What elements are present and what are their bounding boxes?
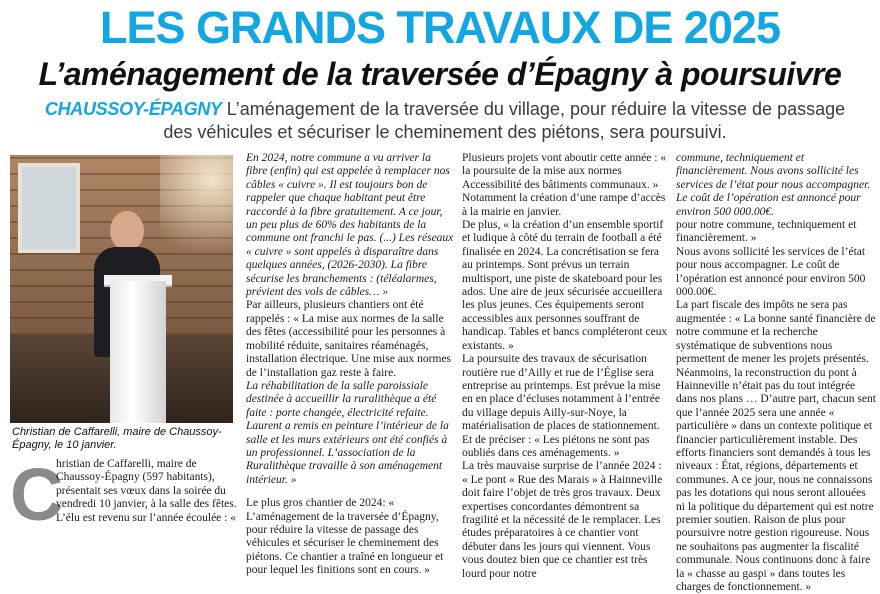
- photo-caption: Christian de Caffarelli, maire de Chaussoy-Épagny, le 10 janvier.: [12, 426, 222, 451]
- col2-paragraph-sportif: De plus, « la création d’un ensemble sportif et ludique à côté du terrain de football a été finalisée en 2024. La concrétisation se fera au printemps. Sont prévus un terrain multisport, une piste de skateboard pour les ados. Une aire de jeux sécurisée accueillera les plus jeunes. Ces équipements seront accessibles aux personnes souffrant de handicap. Tables et bancs compléteront ceux existants. »: [462, 219, 668, 352]
- col1-paragraph-ruralitheque: La réhabilitation de la salle paroissiale destinée à accueillir la ruralithèque a été faite : porte changée, électricité refaite. Laurent a remis en peinture l’intérieur de la salle et les murs extérieurs ont été confiés à un professionnel. L’association de la Ruralithèque travaille à son aménagement intérieur. »: [246, 379, 449, 486]
- col1-paragraph-fibre: En 2024, notre commune a vu arriver la fibre (enfin) qui est appelée à remplacer nos câbles « cuivre ». Il est toujours bon de rappeler que chaque habitant peut être raccordé à la fibre gratuitement. A ce jour, un peu plus de 60% des habitants de la commune ont franchi le pas. (...) Les réseaux « cuivre » sont appelés à disparaître dans quelques années, (2026-2030). La fibre sécurise les branchements : (téléalarmes, prévient des vols de câbles… »: [246, 152, 454, 299]
- lead-text: hristian de Caffarelli, maire de Chaussoy-Épagny (597 habitants), présentait ses vœux dans la soirée du vendredi 10 janvier, à la salle des fêtes.: [56, 458, 237, 511]
- text-column-2: [462, 152, 670, 580]
- article-standfirst: [30, 98, 860, 144]
- lead-paragraph: [10, 453, 237, 552]
- article-photo: [10, 155, 233, 423]
- text-column-3: [676, 152, 876, 593]
- section-banner: LES GRANDS TRAVAUX DE 2025: [100, 2, 780, 53]
- photo-light: [160, 155, 233, 275]
- col1-paragraph-chantiers: Par ailleurs, plusieurs chantiers ont été rappelés : « La mise aux normes de la salle des fêtes (accessibilité pour les personnes à mobilité réduite, sanitaires réaménagés, installation électrique. Une mise aux normes de l’installation gaz reste à faire.: [246, 299, 452, 379]
- text-column-1: [246, 152, 454, 577]
- lead-text-continued: L’élu est revenu sur l’année écoulée : «: [56, 511, 236, 524]
- photo-window: [18, 163, 80, 253]
- col3-paragraph-etat: Nous avons sollicité les services de l’état pour nous accompagner. Le coût de l’opération est annoncé pour environ 500 000.00€.: [676, 245, 866, 299]
- col1-paragraph-traversee: Le plus gros chantier de 2024: « L’aménagement de la traversée d’Épagny, pour réduire la vitesse de passage des véhicules et sécuriser le cheminement des piétons. Ce chantier a traîné en longueur et pour lequel les finitions sont en cours. »: [246, 497, 444, 577]
- col3-paragraph-cout: commune, techniquement et financièrement. Nous avons sollicité les services de l’état pour nous accompagner. Le coût de l’opération est annoncé pour environ 500 000.00€.: [676, 152, 871, 218]
- col2-paragraph-projets: Plusieurs projets vont aboutir cette année : « la poursuite de la mise aux normes Accessibilité des bâtiments communaux. » Notamment la création d’une rampe d’accès à la mairie en janvier.: [462, 152, 667, 218]
- standfirst-text: L’aménagement de la traversée du village, pour réduire la vitesse de passage des véhicules et sécuriser le cheminement des piétons, sera poursuivi.: [163, 99, 846, 142]
- dateline-place: CHAUSSOY-ÉPAGNY: [44, 99, 222, 119]
- photo-speaker-head: [110, 211, 144, 251]
- col3-paragraph-commune: pour notre commune, techniquement et financièrement. »: [676, 219, 857, 245]
- photo-lectern: [110, 281, 166, 423]
- drop-cap: C: [10, 453, 64, 536]
- col3-paragraph-fiscalite: La part fiscale des impôts ne sera pas augmentée : « La bonne santé financière de notre commune et la recherche systématique de subventions nous permettent de mener les projets présentés. Néanmoins, la reconstruction du pont à Hainneville n’était pas du tout intégrée dans nos plans … D’autre part, chacun sent que l’année 2025 sera une année « particulière » dans un contexte politique et financier particulièrement instable. Des efforts financiers sont demandés à tous les niveaux : État, régions, départements et communes. A ce jour, nous ne connaissons pas les dotations qui nous seront allouées ni la politique du département qui est notre premier soutien. Raison de plus pour poursuivre notre gestion rigoureuse. Nous ne souhaitons pas augmenter la fiscalité communale. Nous continuons donc à faire la « chasse au gaspi » dans toutes les charges de fonctionnement. »: [676, 299, 876, 593]
- col2-paragraph-securisation: La poursuite des travaux de sécurisation routière rue d’Ailly et rue de l’Église sera entreprise au printemps. Est prévue la mise en en place d’écluses notamment à l’entrée du village depuis Ailly-sur-Noye, la matérialisation de places de stationnement. Et de préciser : « Les piétons ne sont pas oubliés dans ces aménagements. »: [462, 353, 661, 459]
- col2-paragraph-pont: La très mauvaise surprise de l’année 2024 : « Le pont « Rue des Marais » à Hainneville doit faire l’objet de très gros travaux. Deux expertises concordantes démontrent sa fragilité et la nécessité de le remplacer. Les études préparatoires à ce chantier vont débuter dans les jours qui viennent. Vous vous doutez bien que ce chantier est très lourd pour notre: [462, 460, 663, 580]
- article-headline: L’aménagement de la traversée d’Épagny à poursuivre: [38, 56, 842, 92]
